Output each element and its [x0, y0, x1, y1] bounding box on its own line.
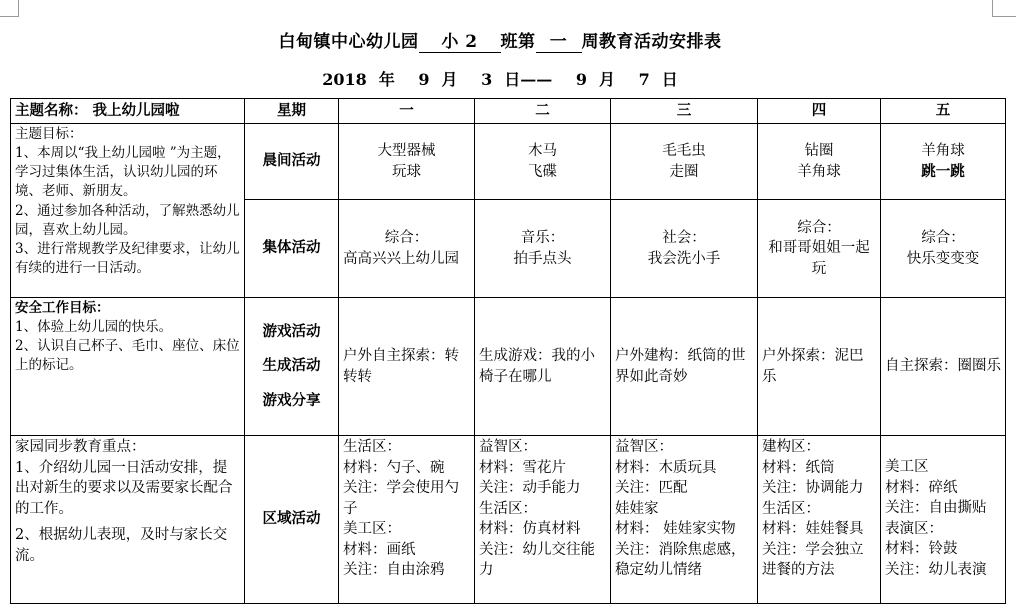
morning-tue-line-1: 木马 — [528, 142, 557, 159]
class-name-blank: 小 2 — [419, 27, 501, 53]
theme-goal-3: 3、进行常规教学及纪律要求，让幼儿有续的进行一日活动。 — [15, 240, 240, 277]
area-tue-line-3: 关注：动手能力 — [479, 480, 581, 497]
theme-goal-1: 1、本周以“我上幼儿园啦 ”为主题，学习过集体生活，认识幼儿园的环境、老师、新朋友。 — [15, 145, 231, 200]
area-mon-line-1: 生活区： — [343, 439, 401, 455]
morning-activity-row — [11, 124, 1006, 200]
game-activity-labels — [245, 298, 339, 436]
group-cell-mon — [339, 200, 475, 298]
area-wed-line-3: 关注：匹配 — [615, 480, 688, 497]
area-wed-line-6: 关注：消除焦虑感，稳定幼儿情绪 — [615, 541, 746, 579]
morning-wed-line-2: 走圈 — [669, 163, 699, 180]
group-tue-line-1: 音乐： — [520, 229, 565, 246]
game-cell-tue: 生成游戏：我的小椅子在哪儿 — [475, 298, 611, 436]
area-cell-mon — [339, 436, 475, 604]
group-fri-line-2: 快乐变变变 — [906, 250, 980, 267]
class-word: 班第 — [500, 32, 536, 52]
area-thu-line-6: 关注：学会独立进餐的方法 — [762, 541, 864, 579]
day-header-4: 四 — [758, 99, 881, 124]
area-mon-line-6: 关注：自由涂鸦 — [343, 562, 445, 579]
game-share-label: 游戏分享 — [262, 391, 321, 409]
area-fri-line-3: 关注：自由撕贴 — [885, 500, 987, 517]
morning-cell-wed — [611, 124, 758, 200]
day-header-2: 二 — [475, 99, 611, 124]
morning-cell-tue — [475, 124, 611, 200]
area-tue-line-5: 材料：仿真材料 — [479, 521, 581, 538]
morning-fri-line-2: 跳一跳 — [921, 162, 965, 180]
area-fri-line-4: 表演区： — [885, 520, 943, 537]
group-activity-label: 集体活动 — [245, 200, 339, 298]
morning-activity-label: 晨间活动 — [245, 124, 339, 200]
page-corner-mark-right — [992, 0, 1016, 17]
date-day-unit: 日 — [661, 70, 678, 89]
date-start-day: 3 — [481, 70, 493, 89]
area-fri-line-1: 美工区 — [885, 459, 929, 475]
safety-goal-1: 1、体验上幼儿园的快乐。 — [15, 319, 173, 336]
group-cell-wed — [611, 200, 758, 298]
schedule-table — [10, 98, 1006, 604]
morning-wed-line-1: 毛毛虫 — [662, 142, 706, 159]
date-year: 2018 — [322, 70, 367, 89]
area-thu-line-4: 生活区： — [762, 500, 820, 517]
group-thu-line-2: 和哥哥姐姐一起玩 — [768, 240, 870, 277]
theme-goals-heading: 主题目标： — [15, 126, 83, 142]
area-cell-thu — [758, 436, 881, 604]
game-activity-row — [11, 298, 1006, 436]
area-cell-tue — [475, 436, 611, 604]
area-tue-line-1: 益智区： — [479, 439, 537, 455]
week-label: 星期 — [245, 99, 339, 124]
kindergarten-name: 白甸镇中心幼儿园 — [278, 32, 419, 52]
safety-goals-heading: 安全工作目标： — [15, 300, 110, 316]
week-number-blank: 一 — [536, 27, 582, 53]
home-goal-2: 2、根据幼儿表现，及时与家长交流。 — [15, 527, 228, 564]
morning-thu-line-2: 羊角球 — [797, 163, 841, 180]
morning-mon-line-1: 大型器械 — [377, 142, 436, 159]
morning-mon-line-2: 玩球 — [392, 163, 421, 180]
document-title — [0, 27, 1000, 53]
game-activity-label: 游戏活动 — [262, 322, 321, 340]
area-thu-line-2: 材料：纸筒 — [762, 459, 835, 476]
safety-goals — [11, 298, 245, 436]
area-thu-line-5: 材料：娃娃餐具 — [762, 521, 864, 538]
game-cell-mon: 户外自主探索：转转转 — [339, 298, 475, 436]
area-wed-line-4: 娃娃家 — [615, 500, 659, 517]
title-suffix: 周教育活动安排表 — [581, 32, 722, 52]
date-start-month: 9 — [418, 70, 430, 89]
area-activity-row — [11, 436, 1006, 604]
page-corner-mark-left — [0, 0, 19, 17]
date-end-day: 7 — [638, 70, 650, 89]
group-fri-line-1: 综合： — [921, 229, 965, 246]
home-goals — [11, 436, 245, 604]
area-tue-line-6: 关注：幼儿交往能力 — [479, 541, 595, 579]
group-wed-line-2: 我会洗小手 — [647, 250, 721, 267]
generated-activity-label: 生成活动 — [262, 357, 321, 375]
group-cell-tue — [475, 200, 611, 298]
group-tue-line-2: 拍手点头 — [513, 250, 572, 267]
area-mon-line-3: 关注：学会使用勺子 — [343, 480, 459, 517]
morning-thu-line-1: 钻圈 — [804, 142, 834, 159]
area-thu-line-3: 关注：协调能力 — [762, 480, 864, 497]
home-goal-1: 1、介绍幼儿园一日活动安排，提出对新生的要求以及需要家长配合的工作。 — [15, 459, 233, 517]
date-month-unit: 月 — [441, 70, 458, 89]
area-fri-line-2: 材料：碎纸 — [885, 479, 958, 496]
game-cell-wed: 户外建构：纸筒的世界如此奇妙 — [611, 298, 758, 436]
day-header-5: 五 — [881, 99, 1006, 124]
theme-goal-2: 2、通过参加各种活动，了解熟悉幼儿园，喜欢上幼儿园。 — [15, 202, 240, 238]
area-fri-line-5: 材料：铃鼓 — [885, 541, 958, 558]
morning-tue-line-2: 飞碟 — [528, 163, 557, 180]
date-month-unit-2: 月 — [598, 70, 615, 89]
group-wed-line-1: 社会： — [662, 229, 706, 246]
area-thu-line-1: 建构区： — [762, 439, 820, 455]
area-cell-wed — [611, 436, 758, 604]
day-header-1: 一 — [339, 99, 475, 124]
date-end-month: 9 — [575, 70, 587, 89]
home-goals-heading: 家园同步教育重点： — [15, 439, 146, 455]
area-activity-label: 区域活动 — [245, 436, 339, 604]
group-thu-line-1: 综合： — [797, 219, 841, 236]
area-wed-line-1: 益智区： — [615, 439, 673, 455]
area-mon-line-4: 美工区： — [343, 521, 401, 538]
morning-cell-thu — [758, 124, 881, 200]
date-dash: 日—— — [504, 70, 553, 89]
theme-name: 主题名称： 我上幼儿园啦 — [11, 99, 245, 124]
area-wed-line-2: 材料：木质玩具 — [615, 459, 717, 476]
theme-goals — [11, 124, 245, 298]
area-mon-line-5: 材料：画纸 — [343, 541, 416, 558]
area-wed-line-5: 材料： 娃娃家实物 — [615, 521, 736, 538]
area-tue-line-4: 生活区： — [479, 500, 537, 517]
group-mon-line-2: 高高兴兴上幼儿园 — [343, 250, 459, 267]
morning-cell-mon — [339, 124, 475, 200]
safety-goal-2: 2、认识自己杯子、毛巾、座位、床位上的标记。 — [15, 338, 240, 374]
area-mon-line-2: 材料：勺子、碗 — [343, 459, 445, 476]
group-cell-fri — [881, 200, 1006, 298]
game-cell-fri: 自主探索：圈圈乐 — [881, 298, 1006, 436]
table-header-row — [11, 99, 1006, 124]
date-year-unit: 年 — [378, 70, 395, 89]
area-cell-fri — [881, 436, 1006, 604]
area-fri-line-6: 关注：幼儿表演 — [885, 561, 987, 578]
date-range — [0, 67, 1000, 90]
area-tue-line-2: 材料：雪花片 — [479, 459, 566, 476]
game-cell-thu: 户外探索：泥巴乐 — [758, 298, 881, 436]
group-mon-line-1: 综合： — [384, 229, 429, 246]
group-cell-thu — [758, 200, 881, 298]
morning-cell-fri — [881, 124, 1006, 200]
day-header-3: 三 — [611, 99, 758, 124]
morning-fri-line-1: 羊角球 — [921, 142, 965, 159]
